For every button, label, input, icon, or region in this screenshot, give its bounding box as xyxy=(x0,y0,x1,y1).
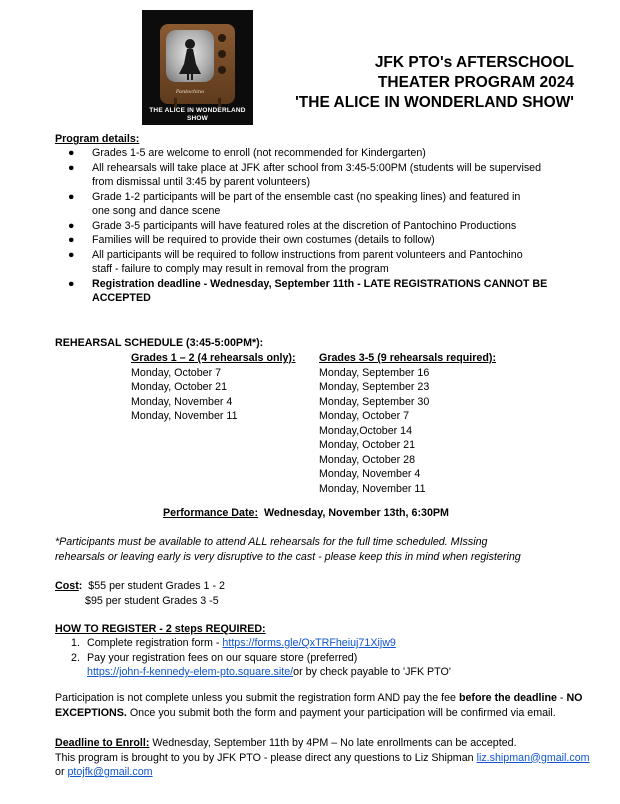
registration-step-1 xyxy=(55,636,580,651)
deadline-contact-section xyxy=(55,736,595,780)
cost-label: Cost xyxy=(55,580,79,592)
no-emphasis: NO xyxy=(566,692,583,704)
program-detail-item xyxy=(54,190,574,219)
attendance-note xyxy=(55,535,580,564)
attendance-note-line-1: *Participants must be available to attend ALL rehearsals for the full time scheduled. MIssing xyxy=(55,536,488,548)
grades-3-5-column xyxy=(319,351,496,496)
rehearsal-date: Monday, September 23 xyxy=(319,381,430,393)
grades-1-2-dates xyxy=(131,366,296,424)
cost-section: Cost: $55 per student Grades 1 - 2 $95 per student Grades 3 -5 xyxy=(55,580,225,607)
bullet-icon: ● xyxy=(68,219,75,232)
program-detail-item xyxy=(54,233,574,248)
square-store-link[interactable]: https://john-f-kennedy-elem-pto.square.site/ xyxy=(87,666,294,678)
rehearsal-date: Monday, November 11 xyxy=(131,410,238,422)
performance-date-label: Performance Date: xyxy=(163,507,259,519)
how-to-register-heading: HOW TO REGISTER - 2 steps REQUIRED: xyxy=(55,623,266,635)
grades-3-5-heading: Grades 3-5 (9 rehearsals required): xyxy=(319,352,497,364)
program-detail-line: staff - failure to comply may result in removal from the program xyxy=(92,263,389,275)
tv-knobs xyxy=(218,34,228,80)
program-details-list xyxy=(54,146,574,306)
brand-script-text: Pantochino xyxy=(175,89,205,95)
rehearsal-date: Monday,October 14 xyxy=(319,424,413,437)
grades-1-2-column xyxy=(131,351,296,424)
attendance-note-line-2: rehearsals or leaving early is very disruptive to the cast - please keep this in mind when registering xyxy=(55,550,521,563)
title-line-1: JFK PTO's AFTERSCHOOL xyxy=(374,54,574,71)
bullet-icon: ● xyxy=(68,190,75,203)
rehearsal-date: Monday, October 28 xyxy=(319,453,416,466)
step-2-text: Pay your registration fees on our square store (preferred) xyxy=(87,651,358,664)
rehearsal-date: Monday, October 7 xyxy=(131,366,222,379)
step-1-number: 1. xyxy=(71,637,80,649)
program-detail-item xyxy=(54,219,574,234)
contact-text: This program is brought to you by JFK PTO - please direct any questions to Liz Shipman xyxy=(55,751,477,764)
program-detail-line: from dismissal until 3:45 by parent volunteers) xyxy=(92,176,311,188)
rehearsal-date: Monday, October 7 xyxy=(319,410,410,422)
tv-screen xyxy=(166,30,214,82)
cost-line-2: $95 per student Grades 3 -5 xyxy=(85,594,219,607)
program-detail-line: ACCEPTED xyxy=(92,292,151,304)
bullet-icon: ● xyxy=(68,234,75,246)
grades-1-2-heading: Grades 1 – 2 (4 rehearsals only): xyxy=(131,352,296,364)
performance-date xyxy=(163,506,449,521)
program-detail-item xyxy=(54,161,574,190)
program-detail-line: Grade 1-2 participants will be part of the ensemble cast (no speaking lines) and featured in xyxy=(92,190,521,203)
participation-text-3: Once you submit both the form and payment your participation will be confirmed via email. xyxy=(126,706,556,719)
program-detail-line: All rehearsals will take place at JFK after school from 3:45-5:00PM (students will be supervised xyxy=(92,161,542,174)
exceptions-emphasis: EXCEPTIONS. xyxy=(55,706,127,719)
program-detail-line: Families will be required to provide their own costumes (details to follow) xyxy=(92,234,435,246)
rehearsal-schedule-heading: REHEARSAL SCHEDULE (3:45-5:00PM*): xyxy=(55,337,264,349)
participation-notice xyxy=(55,691,585,720)
program-detail-line: Grades 1-5 are welcome to enroll (not recommended for Kindergarten) xyxy=(92,147,426,159)
program-detail-line: Grade 3-5 participants will have featured roles at the discretion of Pantochino Productions xyxy=(92,219,517,232)
bullet-icon: ● xyxy=(68,161,75,174)
alice-silhouette-icon xyxy=(166,30,214,82)
liz-email-link[interactable]: liz.shipman@gmail.com xyxy=(476,751,590,764)
title-line-3: 'THE ALICE IN WONDERLAND SHOW' xyxy=(295,94,574,111)
bullet-icon: ● xyxy=(68,147,75,159)
cost-line-1: $55 per student Grades 1 - 2 xyxy=(88,580,225,592)
show-logo-image xyxy=(142,10,253,125)
contact-or: or xyxy=(55,766,68,778)
program-detail-line: Registration deadline - Wednesday, September 11th - LATE REGISTRATIONS CANNOT BE xyxy=(92,277,548,290)
document-title xyxy=(295,53,574,113)
step-2-number: 2. xyxy=(71,651,80,664)
program-detail-item xyxy=(54,248,574,277)
participation-text-1: Participation is not complete unless you submit the registration form AND pay the fee xyxy=(55,692,459,704)
logo-caption: THE ALICE IN WONDERLAND SHOW xyxy=(149,107,246,122)
rehearsal-date: Monday, September 16 xyxy=(319,366,430,379)
pto-email-link[interactable]: ptojfk@gmail.com xyxy=(67,766,153,778)
rehearsal-date: Monday, October 21 xyxy=(131,381,228,393)
before-deadline-emphasis: before the deadline xyxy=(458,692,557,704)
participation-dash: - xyxy=(556,692,567,704)
deadline-label: Deadline to Enroll: xyxy=(55,737,150,749)
deadline-value: Wednesday, September 11th by 4PM – No late enrollments can be accepted. xyxy=(149,737,517,749)
registration-form-link[interactable]: https://forms.gle/QxTRFheiuj71Xijw9 xyxy=(222,637,396,649)
registration-steps xyxy=(55,636,580,680)
program-detail-item xyxy=(54,146,574,161)
grades-3-5-dates xyxy=(319,366,496,497)
rehearsal-date: Monday, November 4 xyxy=(131,395,233,408)
program-detail-item xyxy=(54,277,574,306)
bullet-icon: ● xyxy=(68,277,75,290)
rehearsal-date: Monday, October 21 xyxy=(319,439,416,451)
program-detail-line: All participants will be required to follow instructions from parent volunteers and Pantochino xyxy=(92,248,523,261)
program-detail-line: one song and dance scene xyxy=(92,205,221,217)
bullet-icon: ● xyxy=(68,248,75,261)
rehearsal-date: Monday, September 30 xyxy=(319,395,430,408)
title-line-2: THEATER PROGRAM 2024 xyxy=(377,74,574,91)
program-details-heading: Program details: xyxy=(55,133,140,145)
rehearsal-date: Monday, November 11 xyxy=(319,482,426,495)
rehearsal-date: Monday, November 4 xyxy=(319,468,421,480)
television-illustration xyxy=(160,24,235,104)
performance-date-value: Wednesday, November 13th, 6:30PM xyxy=(264,507,449,519)
registration-step-2 xyxy=(55,651,580,680)
step-2-tail: or by check payable to 'JFK PTO' xyxy=(293,666,451,678)
step-1-text: Complete registration form - xyxy=(87,637,223,649)
